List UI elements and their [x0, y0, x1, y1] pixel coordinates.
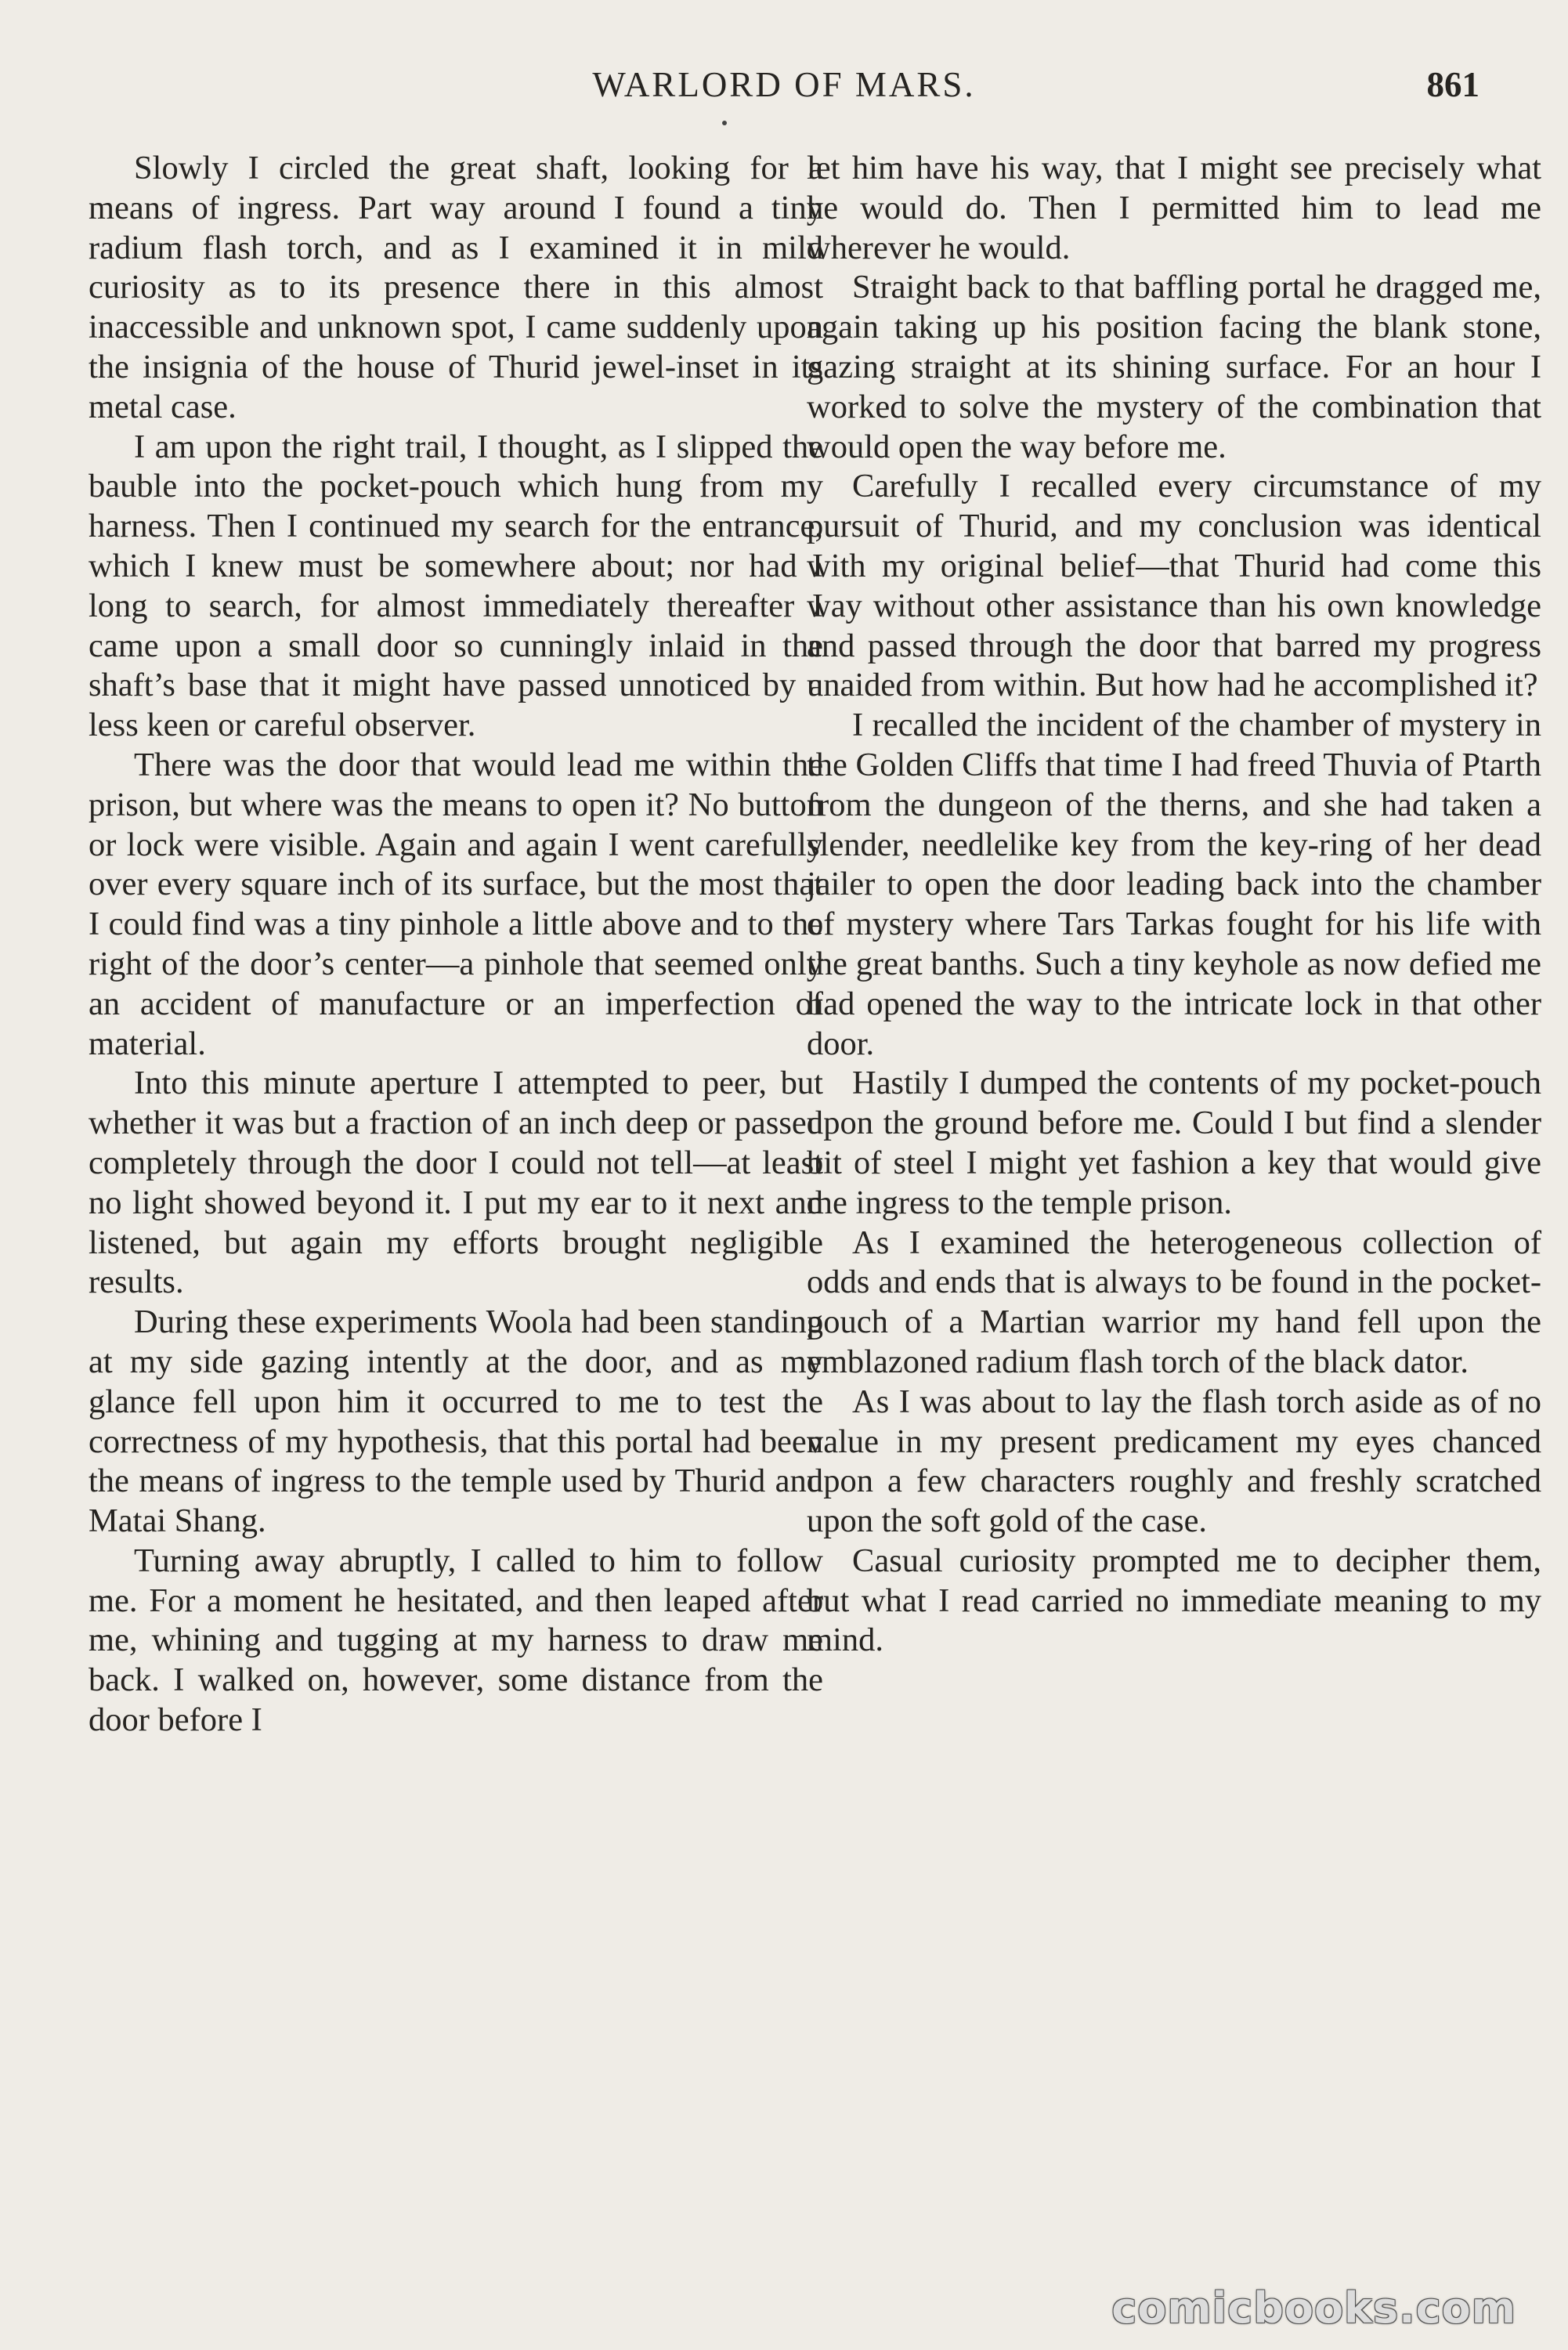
right-column: [807, 149, 1541, 1661]
paragraph: As I examined the heterogeneous collection of odds and ends that is always to be found in the pocket-pouch of a Martian warrior my hand fell upon the emblazoned radium flash torch of the black dator.: [807, 1224, 1541, 1380]
paragraph: Turning away abruptly, I called to him to follow me. For a moment he hesitated, and then leaped after me, whining and tugging at my harness to draw me back. I walked on, however, some distance from the door before I: [89, 1542, 823, 1739]
left-column: [89, 149, 823, 1741]
paragraph: Into this minute aperture I attempted to peer, but whether it was but a fraction of an inch deep or passed completely through the door I could not tell—at least no light showed beyond it. I put my ear to it next and listened, but again my efforts brought negligible results.: [89, 1065, 823, 1301]
paragraph: Carefully I recalled every circumstance of my pursuit of Thurid, and my conclusion was identical with my original belief—that Thurid had come this way without other assistance than his own knowledge and passed through the door that barred my progress unaided from within. But how had he accomplished it?: [807, 468, 1541, 704]
paragraph: Hastily I dumped the contents of my pocket-pouch upon the ground before me. Could I but find a slender bit of steel I might yet fashion a key that would give me ingress to the temple prison.: [807, 1065, 1541, 1221]
watermark: comicbooks.com: [1111, 2283, 1516, 2333]
paragraph: As I was about to lay the flash torch aside as of no value in my present predicament my eyes chanced upon a few characters roughly and freshly scratched upon the soft gold of the case.: [807, 1383, 1541, 1540]
paragraph: Straight back to that baffling portal he dragged me, again taking up his position facing the blank stone, gazing straight at its shining surface. For an hour I worked to solve the mystery of the combination that would open the way before me.: [807, 269, 1541, 465]
paragraph: I am upon the right trail, I thought, as I slipped the bauble into the pocket-pouch which hung from my harness. Then I continued my search for the entrance, which I knew must be somewhere about; nor had I long to search, for almost immediately thereafter I came upon a small door so cunningly inlaid in the shaft’s base that it might have passed unnoticed by a less keen or careful observer.: [89, 428, 823, 744]
paragraph: I recalled the incident of the chamber of mystery in the Golden Cliffs that time I had freed Thuvia of Ptarth from the dungeon of the therns, and she had taken a slender, needlelike key from the key-ring of her dead jailer to open the door leading back into the chamber of mystery where Tars Tarkas fought for his life with the great banths. Such a tiny keyhole as now defied me had opened the way to the intricate lock in that other door.: [807, 707, 1541, 1062]
page-number: 861: [1426, 65, 1479, 104]
paragraph: Casual curiosity prompted me to decipher them, but what I read carried no immediate meaning to my mind.: [807, 1542, 1541, 1659]
paragraph: During these experiments Woola had been standing at my side gazing intently at the door, and as my glance fell upon him it occurred to me to test the correctness of my hypothesis, that this portal had been the means of ingress to the temple used by Thurid and Matai Shang.: [89, 1303, 823, 1540]
paragraph: There was the door that would lead me within the prison, but where was the means to open it? No button or lock were visible. Again and again I went carefully over every square inch of its surface, but the most that I could find was a tiny pinhole a little above and to the right of the door’s center—a pinhole that seemed only an accident of manufacture or an imperfection of material.: [89, 746, 823, 1062]
paragraph: Slowly I circled the great shaft, looking for a means of ingress. Part way around I found a tiny radium flash torch, and as I examined it in mild curiosity as to its presence there in this almost inaccessible and unknown spot, I came suddenly upon the insignia of the house of Thurid jewel-inset in its metal case.: [89, 150, 823, 425]
ornament-dot: [722, 121, 727, 125]
page-header: [0, 64, 1568, 127]
paragraph-continuation: let him have his way, that I might see precisely what he would do. Then I permitted him to lead me wherever he would.: [807, 150, 1541, 266]
running-title: WARLORD OF MARS.: [592, 65, 976, 104]
